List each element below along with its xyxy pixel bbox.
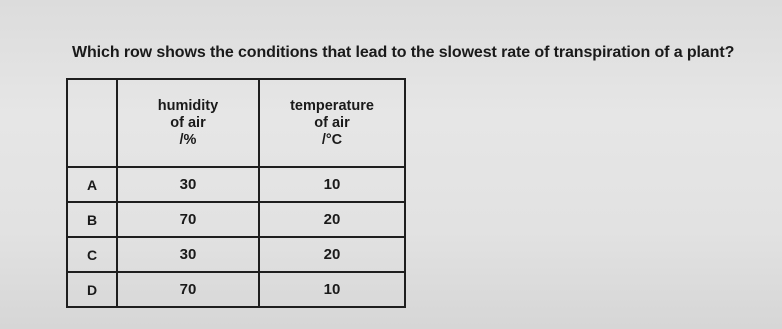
table-row bbox=[67, 167, 405, 202]
humidity-value: 30 bbox=[117, 237, 259, 272]
humidity-value: 30 bbox=[117, 167, 259, 202]
header-temperature: temperature of air /°C bbox=[259, 79, 405, 167]
row-label: A bbox=[67, 167, 117, 202]
row-label: B bbox=[67, 202, 117, 237]
humidity-value: 70 bbox=[117, 202, 259, 237]
data-table-container bbox=[66, 78, 404, 306]
temperature-value: 20 bbox=[259, 202, 405, 237]
humidity-value: 70 bbox=[117, 272, 259, 307]
row-label: D bbox=[67, 272, 117, 307]
conditions-table bbox=[66, 78, 406, 308]
header-humidity: humidity of air /% bbox=[117, 79, 259, 167]
table-header-row bbox=[67, 79, 405, 167]
header-empty-cell bbox=[67, 79, 117, 167]
temperature-value: 20 bbox=[259, 237, 405, 272]
row-label: C bbox=[67, 237, 117, 272]
table-row bbox=[67, 237, 405, 272]
temperature-value: 10 bbox=[259, 167, 405, 202]
temperature-value: 10 bbox=[259, 272, 405, 307]
table-row bbox=[67, 272, 405, 307]
question-text: Which row shows the conditions that lead to the slowest rate of transpiration of a plant? bbox=[72, 44, 735, 61]
table-row bbox=[67, 202, 405, 237]
